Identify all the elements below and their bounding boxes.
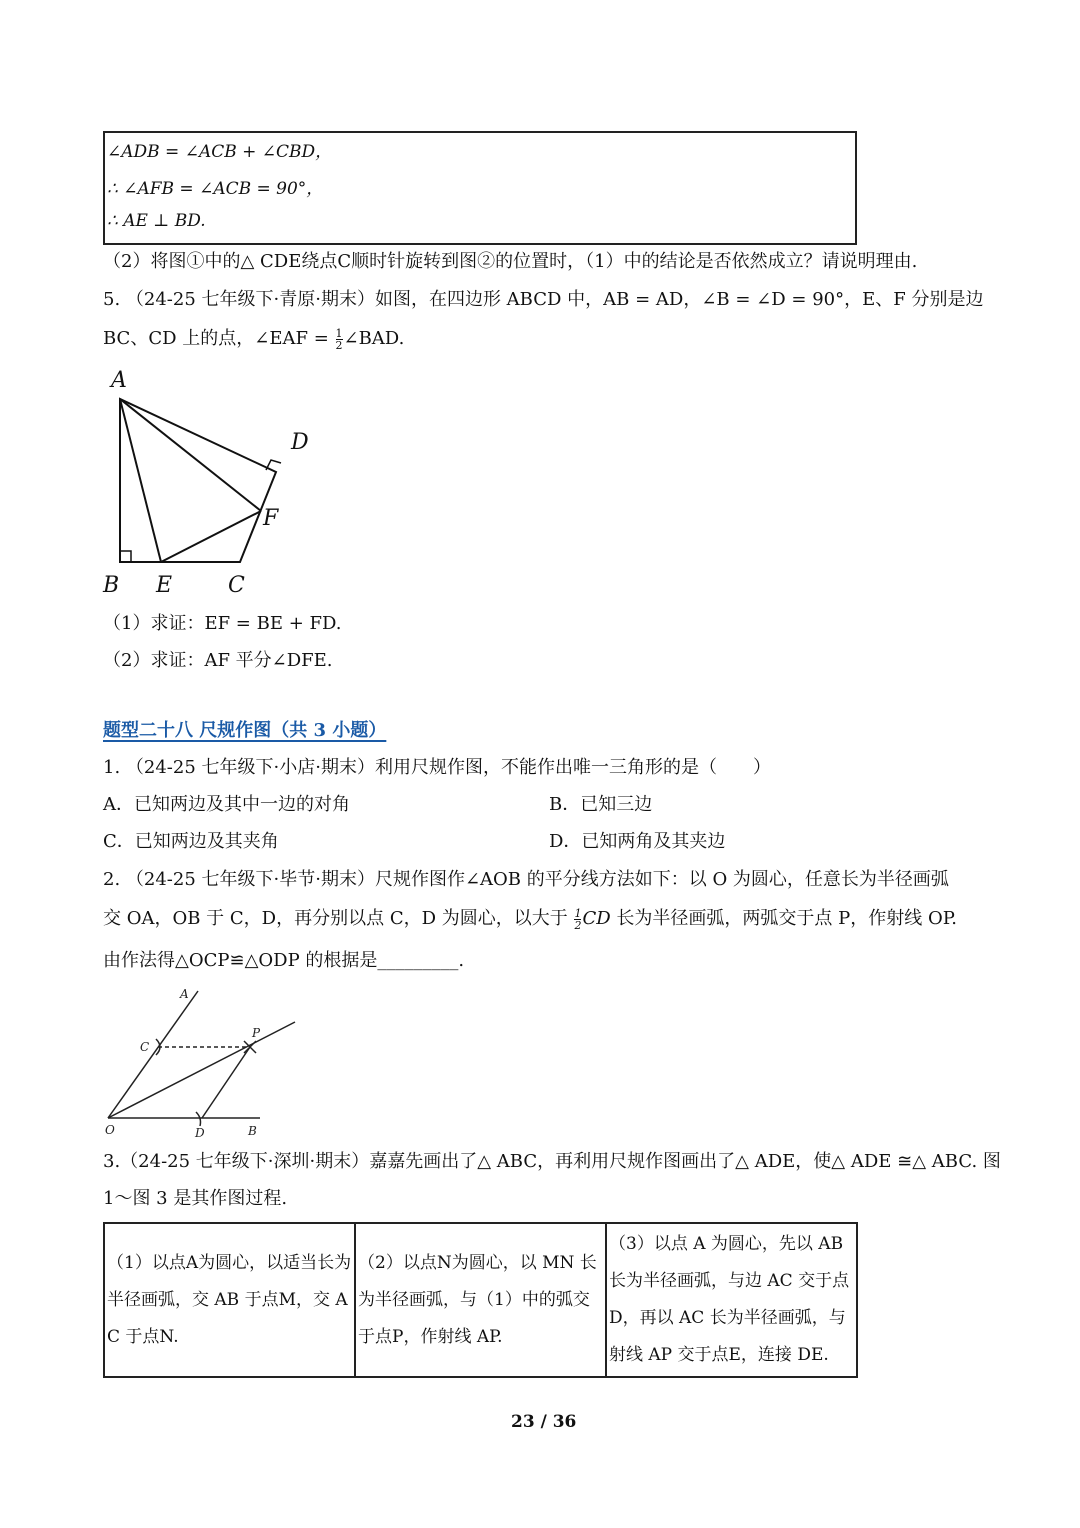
segment-ef (161, 511, 261, 562)
angle-bisector-figure (100, 985, 305, 1145)
right-angle-mark-b (120, 551, 131, 562)
s1-option-c: C．已知两边及其夹角 (103, 831, 279, 852)
s2-line2-end: 长为半径画弧，两弧交于点 P，作射线 OP. (610, 908, 957, 929)
q5-stem-line1: 5. （24-25 七年级下·青原·期末）如图，在四边形 ABCD 中，AB = AD，∠B = ∠D = 90°，E、F 分别是边 (103, 289, 984, 310)
label-d-2: D (195, 1126, 205, 1140)
label-b: B (103, 573, 120, 598)
half-fraction: $\frac{1}{2}$ (335, 326, 343, 352)
q5-part1: （1）求证：EF = BE + FD. (103, 613, 342, 634)
ray-op (108, 1022, 295, 1118)
section-heading: 题型二十八 尺规作图（共 3 小题） (103, 720, 387, 741)
label-p: P (252, 1026, 261, 1040)
s2-cd: CD (582, 908, 611, 929)
q5-stem-end: ∠BAD. (343, 328, 405, 349)
s1-option-a: A．已知两边及其中一边的对角 (103, 794, 350, 815)
proof-line-3: ∴ AE ⊥ BD. (107, 211, 206, 231)
segment-ae (120, 399, 161, 562)
proof-line-2: ∴ ∠AFB = ∠ACB = 90°， (107, 179, 324, 199)
s2-line3: 由作法得△OCP≌△ODP 的根据是_________. (103, 950, 465, 971)
s1-option-b: B．已知三边 (549, 794, 653, 815)
label-f: F (263, 506, 279, 531)
step-cell-1: （1）以点A为圆心，以适当长为半径画弧，交 AB 于点M，交 AC 于点N. (104, 1223, 355, 1377)
label-c: C (228, 573, 245, 598)
q5-stem-text: BC、CD 上的点，∠EAF = (103, 328, 335, 349)
half-fraction-2: $\frac{1}{2}$ (574, 906, 582, 932)
label-d: D (291, 430, 309, 455)
label-o: O (105, 1123, 115, 1137)
arc-mark-d (196, 1112, 201, 1126)
page-number: 23 / 36 (511, 1412, 577, 1432)
q5-part2: （2）求证：AF 平分∠DFE. (103, 650, 333, 671)
proof-line-1: ∠ADB = ∠ACB + ∠CBD， (107, 142, 333, 162)
step-cell-3: （3）以点 A 为圆心，先以 AB 长为半径画弧，与边 AC 交于点D，再以 AC 长为半径画弧，与射线 AP 交于点E，连接 DE. (606, 1223, 857, 1377)
label-b-2: B (248, 1124, 257, 1138)
s1-option-d: D．已知两角及其夹边 (549, 831, 726, 852)
s2-line1: 2. （24-25 七年级下·毕节·期末）尺规作图作∠AOB 的平分线方法如下：以 O 为圆心，任意长为半径画弧 (103, 869, 949, 890)
quadrilateral-figure (95, 365, 335, 605)
ray-oa (108, 991, 198, 1118)
s2-line2-text: 交 OA，OB 于 C，D，再分别以点 C，D 为圆心，以大于 (103, 908, 574, 929)
s3-line2: 1～图 3 是其作图过程. (103, 1188, 288, 1209)
s3-line1: 3.（24-25 七年级下·深圳·期末）嘉嘉先画出了△ ABC，再利用尺规作图画出了△ ADE，使△ ADE ≅△ ABC. 图 (103, 1151, 1001, 1172)
q4-part2: （2）将图①中的△ CDE绕点C顺时针旋转到图②的位置时，（1）中的结论是否依然成立？请说明理由. (103, 251, 918, 272)
label-c-2: C (140, 1040, 150, 1054)
label-a: A (111, 368, 127, 393)
q5-stem-line2 (103, 326, 404, 352)
s2-line2 (103, 906, 957, 932)
construction-steps-table (103, 1222, 858, 1378)
label-a-2: A (180, 987, 189, 1001)
quadrilateral-abcd (120, 399, 276, 562)
proof-box (103, 131, 857, 245)
s1-stem: 1. （24-25 七年级下·小店·期末）利用尺规作图，不能作出唯一三角形的是（ ） (103, 757, 771, 778)
step-cell-2: （2）以点N为圆心，以 MN 长为半径画弧，与（1）中的弧交于点P，作射线 AP. (355, 1223, 606, 1377)
label-e: E (156, 573, 173, 598)
